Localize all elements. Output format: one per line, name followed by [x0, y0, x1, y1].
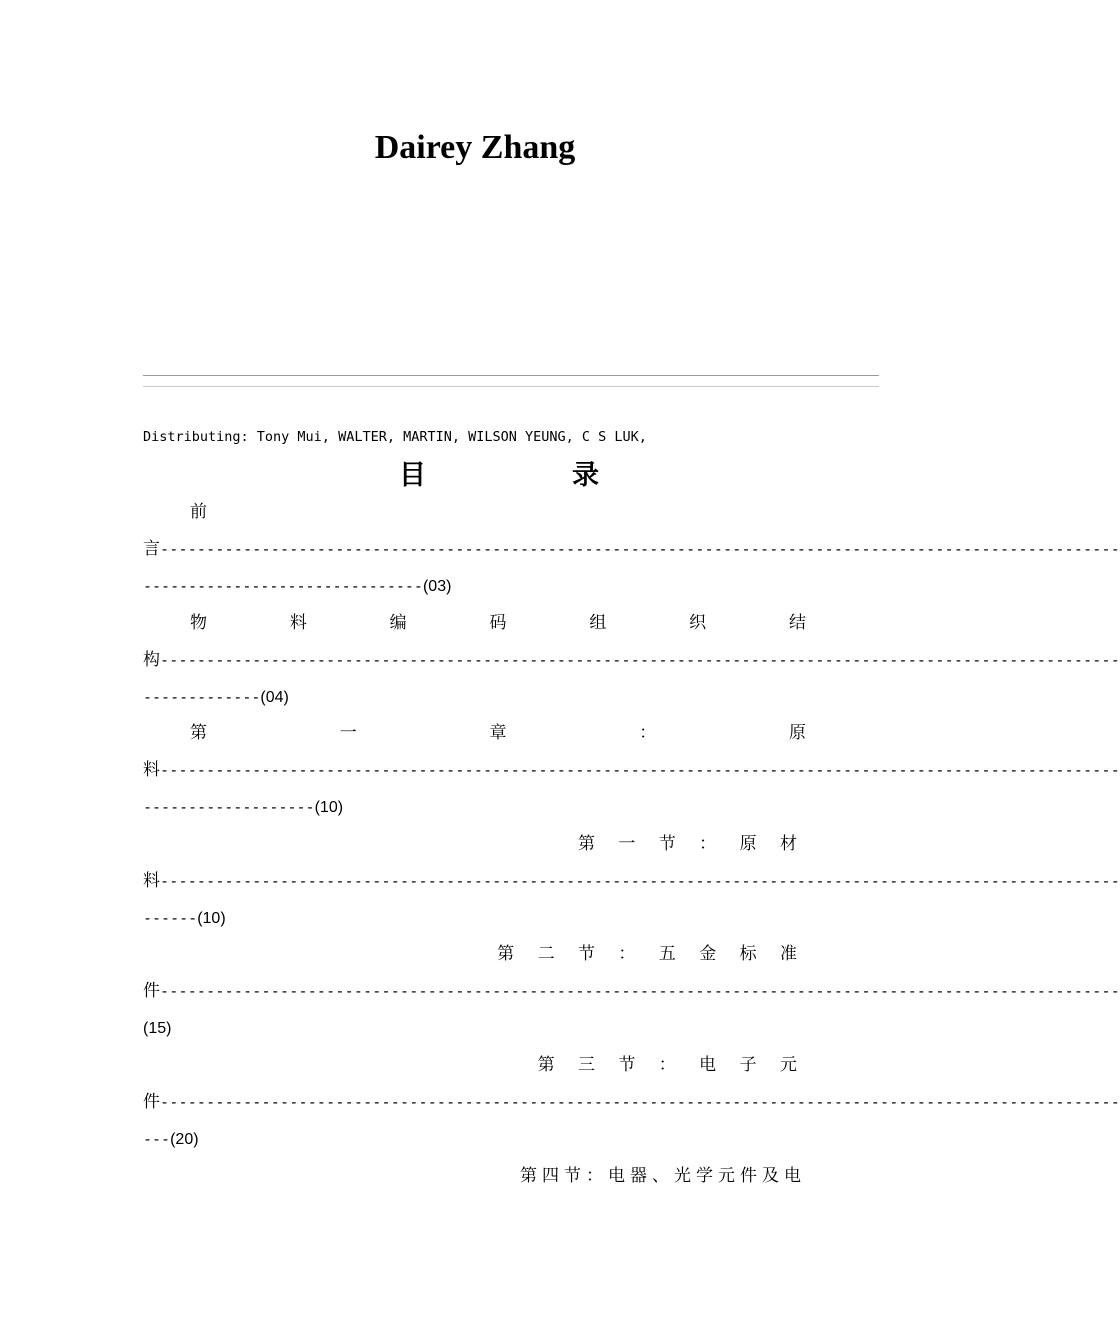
- dot-leader: --------------------------------------------------------------------------------------------------------: [160, 651, 1120, 669]
- toc-char: 织: [689, 613, 707, 633]
- toc-char: ：: [639, 723, 657, 743]
- toc-entry-section1-head[interactable]: [143, 832, 806, 856]
- toc-entry-section2-head[interactable]: [143, 942, 806, 966]
- dot-leader: --------------------------------------------------------------------------------------------------------: [160, 982, 1120, 1000]
- dot-leader-tail: -------------------: [143, 798, 315, 816]
- toc-entry-section1-leader: [143, 869, 1120, 893]
- toc-char: 组: [589, 613, 607, 633]
- toc-char: 第: [190, 723, 207, 743]
- toc-char: 料: [289, 613, 307, 633]
- toc-entry-chapter1-leader: [143, 758, 1120, 782]
- dot-leader: --------------------------------------------------------------------------------------------------------: [160, 540, 1120, 558]
- toc-entry-lead-char: 料: [143, 871, 160, 891]
- toc-entry-section4-head[interactable]: [143, 1164, 806, 1188]
- header-rule-bottom: [143, 386, 879, 387]
- author-name: Dairey Zhang: [374, 129, 576, 166]
- toc-entry-section3-page: [143, 1127, 806, 1151]
- toc-char: 物: [190, 613, 207, 633]
- toc-entry-preface-leader: [143, 537, 1120, 561]
- dot-leader: --------------------------------------------------------------------------------------------------------: [160, 872, 1120, 890]
- dot-leader-tail: -------------: [143, 688, 261, 706]
- page-number: (15): [143, 1020, 172, 1037]
- dot-leader-tail: ------: [143, 909, 198, 927]
- page-number: (03): [422, 578, 452, 595]
- dot-leader-tail: ---: [143, 1130, 171, 1148]
- toc-entry-head-text: 第四节：电器、光学元件及电: [520, 1166, 806, 1186]
- toc-char: 编: [389, 613, 407, 633]
- toc-entry-preface-page: [143, 574, 806, 598]
- page-number: (04): [260, 689, 289, 706]
- toc-entry-structure-head[interactable]: [143, 611, 806, 635]
- dot-leader: --------------------------------------------------------------------------------------------------------: [160, 761, 1120, 779]
- toc-entry-chapter1-head[interactable]: [143, 721, 806, 745]
- toc-entry-lead-char: 言: [143, 539, 160, 559]
- page-number: (10): [197, 910, 226, 927]
- toc-entry-head-text: 第 三 节 ： 电 子 元: [537, 1055, 806, 1075]
- toc-title-right: 录: [572, 460, 599, 491]
- toc-char: 原: [789, 723, 806, 743]
- toc-entry-head-text: 第 一 节 ： 原 材: [577, 834, 806, 854]
- toc-entry-section3-head[interactable]: [143, 1053, 806, 1077]
- toc-entry-lead-char: 件: [143, 981, 160, 1001]
- toc-entry-head-text: 前: [190, 502, 207, 522]
- toc-char: 码: [489, 613, 507, 633]
- toc-title: [0, 458, 950, 494]
- distribution-list: Distributing: Tony Mui, WALTER, MARTIN, WILSON YEUNG, C S LUK,: [143, 429, 647, 445]
- toc-char: 章: [489, 723, 507, 743]
- toc-entry-lead-char: 构: [143, 650, 160, 670]
- toc-entry-structure-page: [143, 685, 806, 709]
- toc-entry-section3-leader: [143, 1090, 1120, 1114]
- toc-title-left: 目: [399, 460, 426, 491]
- toc-entry-lead-char: 料: [143, 760, 160, 780]
- toc-char: 一: [339, 723, 357, 743]
- toc-entry-section1-page: [143, 906, 806, 930]
- toc-entry-structure-leader: [143, 648, 1120, 672]
- header-rule-top: [143, 375, 879, 376]
- toc-char: 结: [788, 613, 806, 633]
- toc-entry-head-text: 第 二 节 ： 五 金 标 准: [497, 944, 806, 964]
- page-number: (10): [314, 799, 344, 816]
- dot-leader: --------------------------------------------------------------------------------------------------------: [160, 1093, 1120, 1111]
- toc-entry-chapter1-page: [143, 795, 806, 819]
- toc-entry-section2-leader: [143, 979, 1120, 1003]
- toc-entry-preface-head[interactable]: [143, 500, 806, 524]
- toc-entry-section2-page: [143, 1016, 806, 1040]
- page-number: (20): [170, 1131, 199, 1148]
- dot-leader-tail: -------------------------------: [143, 577, 423, 595]
- toc-entry-lead-char: 件: [143, 1092, 160, 1112]
